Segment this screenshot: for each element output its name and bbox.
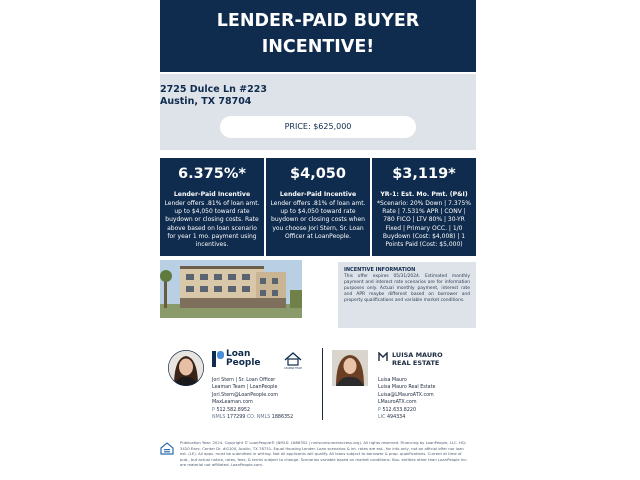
svg-text:LEAMAN TEAM: LEAMAN TEAM <box>284 367 302 370</box>
realtor-website[interactable]: LMauroATX.com <box>378 400 417 406</box>
leaman-team-logo-icon <box>282 350 304 370</box>
hero-title-line2: INCENTIVE! <box>261 37 375 57</box>
hero-title-line1: LENDER-PAID BUYER <box>216 11 420 31</box>
loan-officer-avatar <box>168 350 204 386</box>
luisa-mauro-logo-icon <box>378 352 388 362</box>
loan-officer-nmls: NMLS 177299 CO. NMLS 1886352 <box>212 415 294 421</box>
realtor-portrait <box>332 350 368 386</box>
price-pill: PRICE: $625,000 <box>220 116 416 138</box>
incentive-card-rate <box>160 158 264 256</box>
realtor-logo-line1: LUISA MAURO <box>392 351 443 359</box>
equal-housing-icon <box>160 441 174 455</box>
card-figure: $4,050 <box>290 166 346 182</box>
loan-officer-team: Leaman Team | LoanPeople <box>212 385 278 391</box>
loan-officer-website[interactable]: MaxLeaman.com <box>212 400 253 406</box>
card-heading: Lender-Paid Incentive <box>279 191 357 198</box>
realtor-name: Luisa Mauro <box>378 378 407 383</box>
card-body: Lender offers .81% of loan amt. up to $4,050 toward rate buydown or closing costs when you choose Jori Stern, Sr. Loan Officer at LoanPeople. <box>270 200 366 240</box>
flyer <box>160 0 476 480</box>
card-body: Lender offers .81% of loan amt. up to $4,050 toward rate buydown or closing costs. Rate above based on loan scenario for year 1 mo. payment using incentives. <box>164 200 260 249</box>
legal-disclaimer: Publication Year: 2024. Copyright © LoanPeople® (NMLS: 1886352 | nmlsconsumeraccess.org). All rights reserved. Financing by LoanPeople, LLC. HQ: 3420 Exec. Center Dr. #G100, Austin, TX 78731. Equal Housing Lender. Loan scenarios & int. rates are est., for info only, not an official offer nor loan est. (LE). All apps. must be submitted in writing. Not all applicants will qualify. All loans subject to borrower & prop. qualifications. Current at time of pub., but actual notice, rates, fees, & terms subject to change. Scenarios variable based on market conditions. Bus. entities other than LoanPeople Inc. are material not affiliated. LoanPeople.com. <box>180 440 468 468</box>
realtor-phone: P 512.633.8220 <box>378 407 417 413</box>
loan-officer-email[interactable]: Jori.Stern@LoanPeople.com <box>212 392 278 398</box>
card-heading: YR-1: Est. Mo. Pmt. (P&I) <box>380 191 468 198</box>
loan-officer-contact <box>212 377 293 421</box>
incentive-card-amount <box>266 158 370 256</box>
loan-officer-name: Jori Stern | Sr. Loan Officer <box>212 378 276 383</box>
card-body: *Scenario: 20% Down | 7.375% Rate | 7.531% APR | CONV | 780 FICO | LTV 80% | 30-YR Fixed | Primary OCC. | 1/0 Buydown (Cost: $4,008) | 1 Points Paid (Cost: $5,000) <box>377 200 471 249</box>
realtor-contact <box>378 377 435 421</box>
incentive-card-payment <box>372 158 476 256</box>
loanpeople-wordmark: Loan People <box>226 349 261 368</box>
hero-banner <box>160 0 476 72</box>
contact-divider <box>322 348 323 420</box>
incentive-info-text: This offer expires 05/31/2024. Estimated monthly payment and interest rate scenarios are for information purposes only. Actual monthly payment, interest rate and APR maybe different based on borrower and property qualifications and variable market conditions. <box>344 274 470 303</box>
incentive-info-box <box>338 262 476 328</box>
incentive-info-heading: INCENTIVE INFORMATION <box>344 267 416 273</box>
realtor-email[interactable]: Luisa@LMauroATX.com <box>378 392 434 398</box>
address-line1: 2725 Dulce Ln #223 <box>160 84 267 95</box>
card-heading: Lender-Paid Incentive <box>173 191 251 198</box>
card-figure: $3,119* <box>392 166 456 182</box>
realtor-logo-line2: REAL ESTATE <box>392 359 440 367</box>
card-figure: 6.375%* <box>178 166 246 182</box>
realtor-company: Luisa Mauro Real Estate <box>378 385 436 391</box>
property-photo <box>160 260 302 318</box>
loan-officer-phone: P 512.582.8952 <box>212 407 251 413</box>
realtor-license: LIC 494334 <box>378 415 406 421</box>
address-line2: Austin, TX 78704 <box>160 96 252 107</box>
